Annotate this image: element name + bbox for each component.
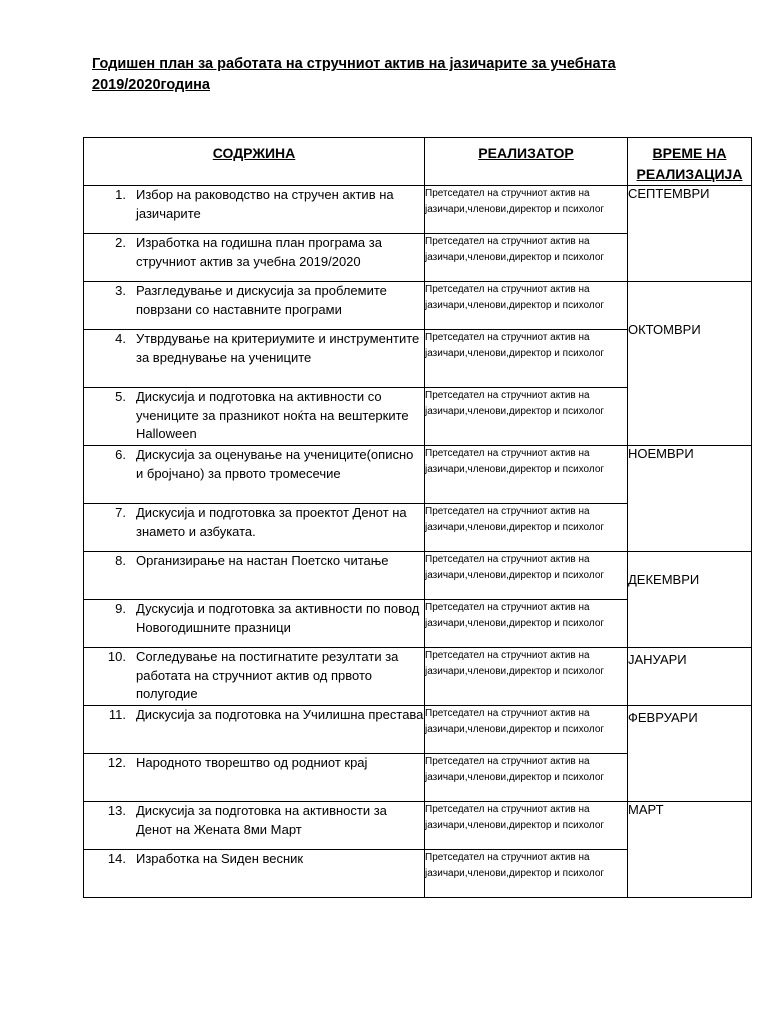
row-content: Изработка на годишна план програма за стручниот актив за учебна 2019/2020: [136, 235, 382, 269]
row-number: 5.: [115, 389, 126, 404]
row-number: 14.: [107, 851, 126, 866]
content-cell: [84, 754, 425, 802]
header-realizer: РЕАЛИЗАТОР: [425, 138, 628, 186]
document-title: Годишен план за работата на стручниот актив на јазичарите за учебната 2019/2020година: [92, 56, 616, 93]
row-number: 8.: [115, 553, 126, 568]
content-cell: [84, 648, 425, 706]
header-content: СОДРЖИНА: [84, 138, 425, 186]
realizer-cell: Претседател на стручниот актив на јазичари,членови,директор и психолог: [425, 600, 628, 648]
realizer-cell: Претседател на стручниот актив на јазичари,членови,директор и психолог: [425, 504, 628, 552]
row-content: Дискусија и подготовка за проектот Денот на знамето и азбуката.: [136, 505, 407, 539]
row-number: 9.: [115, 601, 126, 616]
table-row: [84, 446, 752, 504]
realizer-cell: Претседател на стручниот актив на јазичари,членови,директор и психолог: [425, 754, 628, 802]
row-content: Разгледување и дискусија за проблемите поврзани со наставните програми: [136, 283, 387, 317]
realizer-cell: Претседател на стручниот актив на јазичари,членови,директор и психолог: [425, 850, 628, 898]
month-cell: ОКТОМВРИ: [628, 282, 752, 446]
month-cell: ЈАНУАРИ: [628, 648, 752, 706]
table-row: [84, 186, 752, 234]
row-content: Согледување на постигнатите резултати за работата на стручниот актив од првото полугодие: [136, 649, 399, 701]
row-number: 12.: [107, 755, 126, 770]
row-number: 11.: [108, 707, 126, 722]
content-cell: [84, 282, 425, 330]
content-cell: [84, 446, 425, 504]
month-cell: МАРТ: [628, 802, 752, 898]
realizer-cell: Претседател на стручниот актив на јазичари,членови,директор и психолог: [425, 648, 628, 706]
content-cell: [84, 552, 425, 600]
row-content: Организирање на настан Поетско читање: [136, 553, 389, 568]
realizer-cell: Претседател на стручниот актив на јазичари,членови,директор и психолог: [425, 802, 628, 850]
row-content: Народното творештво од родниот крај: [136, 755, 368, 770]
table-header-row: [84, 138, 752, 186]
content-cell: [84, 706, 425, 754]
row-number: 4.: [115, 331, 126, 346]
month-cell: НОЕМВРИ: [628, 446, 752, 552]
content-cell: [84, 504, 425, 552]
content-cell: [84, 388, 425, 446]
table-row: [84, 802, 752, 850]
table-row: [84, 648, 752, 706]
realizer-cell: Претседател на стручниот актив на јазичари,членови,директор и психолог: [425, 706, 628, 754]
realizer-cell: Претседател на стручниот актив на јазичари,членови,директор и психолог: [425, 388, 628, 446]
row-number: 10.: [107, 649, 126, 664]
header-time: ВРЕМЕ НА РЕАЛИЗАЦИЈА: [628, 138, 752, 186]
row-content: Дискусија за оценување на учениците(описно и бројчано) за првото тромесечие: [136, 447, 414, 481]
row-number: 6.: [115, 447, 126, 462]
row-number: 7.: [115, 505, 126, 520]
content-cell: [84, 234, 425, 282]
realizer-cell: Претседател на стручниот актив на јазичари,членови,директор и психолог: [425, 234, 628, 282]
row-number: 13.: [107, 803, 126, 818]
row-content: Изработка на Ѕиден весник: [136, 851, 304, 866]
row-content: Утврдување на критериумите и инструментите за вреднување на учениците: [136, 331, 420, 365]
table-row: [84, 552, 752, 600]
table-row: [84, 706, 752, 754]
content-cell: [84, 186, 425, 234]
realizer-cell: Претседател на стручниот актив на јазичари,членови,директор и психолог: [425, 446, 628, 504]
row-content: Избор на раководство на стручен актив на јазичарите: [136, 187, 394, 221]
row-number: 3.: [115, 283, 126, 298]
content-cell: [84, 600, 425, 648]
row-content: Дускусија и подготовка за активности по повод Новогодишните празници: [136, 601, 420, 635]
row-content: Дискусија и подготовка на активности со учениците за празникот ноќта на вештерките Halloween: [136, 389, 409, 441]
month-cell: ФЕВРУАРИ: [628, 706, 752, 802]
table-row: [84, 282, 752, 330]
content-cell: [84, 850, 425, 898]
content-cell: [84, 802, 425, 850]
row-number: 1.: [115, 187, 126, 202]
row-content: Дискусија за подготовка на Училишна престава: [136, 707, 424, 722]
realizer-cell: Претседател на стручниот актив на јазичари,членови,директор и психолог: [425, 330, 628, 388]
annual-plan-table: [83, 137, 752, 898]
realizer-cell: Претседател на стручниот актив на јазичари,членови,директор и психолог: [425, 186, 628, 234]
row-number: 2.: [115, 235, 126, 250]
month-cell: СЕПТЕМВРИ: [628, 186, 752, 282]
row-content: Дискусија за подготовка на активности за Денот на Жената 8ми Март: [136, 803, 387, 837]
month-cell: ДЕКЕМВРИ: [628, 552, 752, 648]
realizer-cell: Претседател на стручниот актив на јазичари,членови,директор и психолог: [425, 552, 628, 600]
realizer-cell: Претседател на стручниот актив на јазичари,членови,директор и психолог: [425, 282, 628, 330]
content-cell: [84, 330, 425, 388]
